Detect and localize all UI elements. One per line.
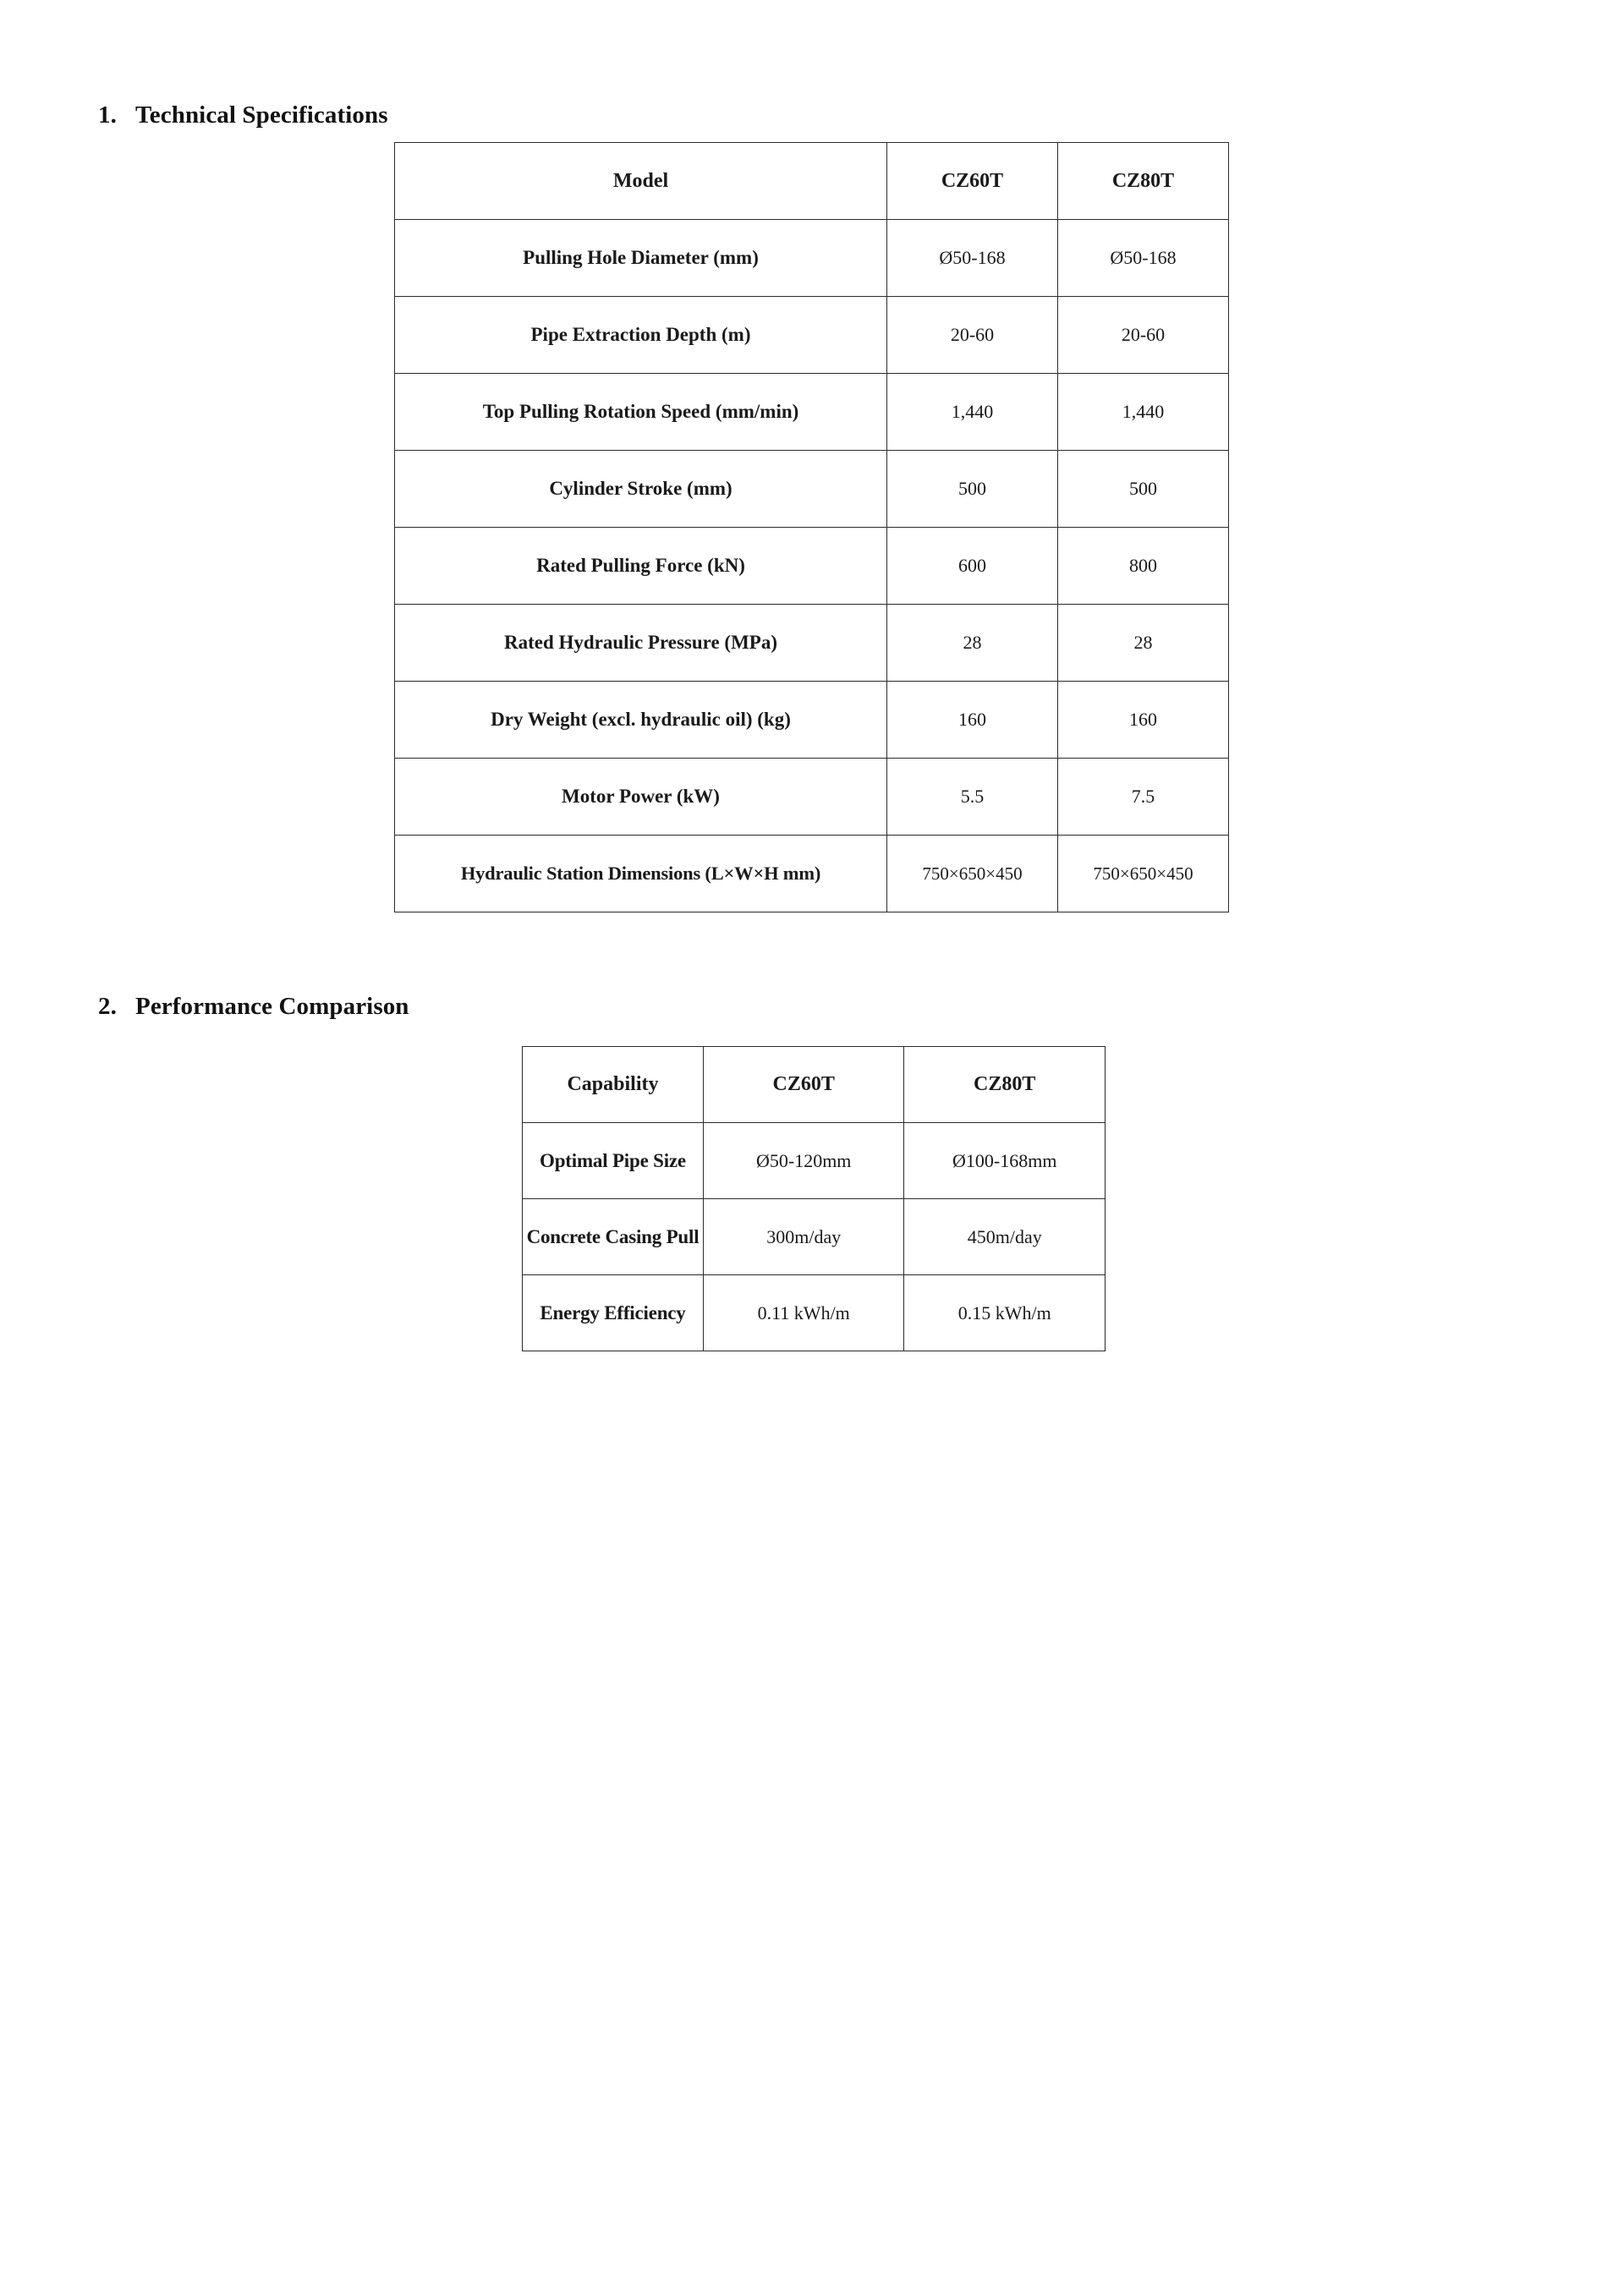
table-row [395, 374, 1229, 451]
row-value-cz60t: 600 [887, 528, 1058, 605]
table-row [523, 1199, 1106, 1275]
table-row [523, 1275, 1106, 1351]
section-heading-technical-specifications [98, 101, 388, 129]
section-number: 2. [98, 993, 117, 1020]
column-header-model: Model [395, 143, 887, 220]
row-value-cz60t: Ø50-168 [887, 220, 1058, 297]
table-row [395, 682, 1229, 759]
row-value-cz80t: 1,440 [1058, 374, 1229, 451]
row-value-cz60t: 1,440 [887, 374, 1058, 451]
row-label: Optimal Pipe Size [523, 1123, 704, 1199]
row-value-cz60t: 160 [887, 682, 1058, 759]
table-row [523, 1123, 1106, 1199]
row-label: Rated Hydraulic Pressure (MPa) [395, 605, 887, 682]
column-header-cz60t: CZ60T [887, 143, 1058, 220]
row-label: Pipe Extraction Depth (m) [395, 297, 887, 374]
row-value-cz80t: 7.5 [1058, 759, 1229, 836]
row-value-cz60t: 750×650×450 [887, 836, 1058, 912]
column-header-cz80t: CZ80T [904, 1047, 1106, 1123]
section-number: 1. [98, 101, 117, 129]
row-label: Pulling Hole Diameter (mm) [395, 220, 887, 297]
table-row [395, 220, 1229, 297]
row-value-cz80t: Ø100-168mm [904, 1123, 1106, 1199]
table-row [395, 451, 1229, 528]
row-value-cz80t: Ø50-168 [1058, 220, 1229, 297]
table-row [395, 759, 1229, 836]
row-value-cz60t: 300m/day [703, 1199, 904, 1275]
row-label: Top Pulling Rotation Speed (mm/min) [395, 374, 887, 451]
table-header-row [523, 1047, 1106, 1123]
section-title: Performance Comparison [135, 993, 409, 1020]
row-value-cz60t: Ø50-120mm [703, 1123, 904, 1199]
row-value-cz80t: 28 [1058, 605, 1229, 682]
row-label: Hydraulic Station Dimensions (L×W×H mm) [395, 836, 887, 912]
row-value-cz80t: 0.15 kWh/m [904, 1275, 1106, 1351]
row-value-cz60t: 0.11 kWh/m [703, 1275, 904, 1351]
table-row [395, 297, 1229, 374]
row-value-cz60t: 5.5 [887, 759, 1058, 836]
row-value-cz80t: 160 [1058, 682, 1229, 759]
row-label: Energy Efficiency [523, 1275, 704, 1351]
column-header-cz60t: CZ60T [703, 1047, 904, 1123]
row-label: Rated Pulling Force (kN) [395, 528, 887, 605]
table-row [395, 605, 1229, 682]
column-header-capability: Capability [523, 1047, 704, 1123]
row-value-cz60t: 500 [887, 451, 1058, 528]
table-row [395, 836, 1229, 912]
row-value-cz80t: 800 [1058, 528, 1229, 605]
performance-comparison-table [522, 1046, 1106, 1351]
column-header-cz80t: CZ80T [1058, 143, 1229, 220]
row-value-cz80t: 20-60 [1058, 297, 1229, 374]
row-value-cz80t: 750×650×450 [1058, 836, 1229, 912]
table-header-row [395, 143, 1229, 220]
section-heading-performance-comparison [98, 993, 409, 1021]
row-label: Concrete Casing Pull [523, 1199, 704, 1275]
technical-specifications-table [394, 142, 1229, 912]
row-value-cz60t: 20-60 [887, 297, 1058, 374]
section-title: Technical Specifications [135, 101, 388, 129]
row-label: Motor Power (kW) [395, 759, 887, 836]
row-label: Dry Weight (excl. hydraulic oil) (kg) [395, 682, 887, 759]
table-row [395, 528, 1229, 605]
row-label: Cylinder Stroke (mm) [395, 451, 887, 528]
row-value-cz80t: 500 [1058, 451, 1229, 528]
row-value-cz80t: 450m/day [904, 1199, 1106, 1275]
row-value-cz60t: 28 [887, 605, 1058, 682]
